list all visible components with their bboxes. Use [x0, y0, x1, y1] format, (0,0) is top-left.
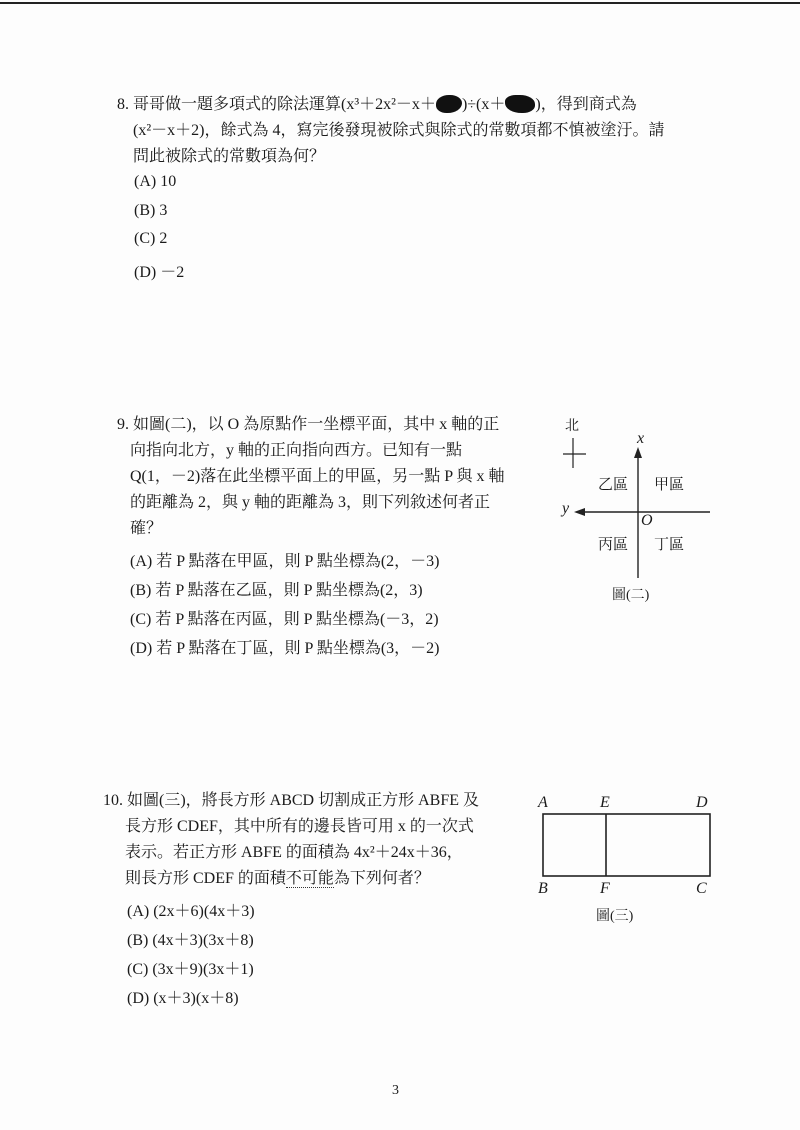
q10-line-4-part-2: 為下列何者？: [333, 870, 430, 887]
q9-line-1: 9. 如圖(二)，以 O 為原點作一坐標平面，其中 x 軸的正: [117, 416, 500, 433]
origin-label: O: [641, 512, 653, 529]
q8-option-a: (A) 10: [134, 173, 177, 190]
q8-option-d: (D) －2: [134, 264, 185, 281]
north-label: 北: [565, 419, 579, 434]
q8-line-1-part-1: 8. 哥哥做一題多項式的除法運算(x³＋2x²－x＋: [117, 96, 436, 113]
page-number: 3: [392, 1083, 399, 1098]
q9-option-d: (D) 若 P 點落在丁區，則 P 點坐標為(3，－2): [130, 640, 440, 657]
y-axis-label: y: [562, 500, 570, 517]
q10-emphasis-not-possible: 不可能: [285, 870, 334, 887]
q8-line-1-part-2: )÷(x＋: [461, 96, 506, 113]
vertex-c-label: C: [696, 880, 707, 897]
vertex-d-label: D: [696, 794, 708, 811]
x-axis-label: x: [637, 430, 645, 447]
vertex-f-label: F: [600, 880, 610, 897]
q10-line-2: 長方形 CDEF，其中所有的邊長皆可用 x 的一次式: [125, 818, 474, 835]
rectangle-abcd: [543, 814, 710, 876]
q10-option-d: (D) (x＋3)(x＋8): [127, 990, 239, 1007]
figure-3-caption: 圖(三): [596, 909, 634, 924]
q10-option-a: (A) (2x＋6)(4x＋3): [127, 903, 255, 920]
region-ding: 丁區: [654, 537, 685, 553]
q9-line-3: Q(1，－2)落在此坐標平面上的甲區，另一點 P 與 x 軸: [130, 468, 505, 485]
q9-line-4: 的距離為 2，與 y 軸的距離為 3，則下列敘述何者正: [130, 494, 491, 511]
q8-line-2: (x²－x＋2)，餘式為 4，寫完後發現被除式與除式的常數項都不慎被塗汙。請: [133, 122, 665, 139]
q9-option-c: (C) 若 P 點落在丙區，則 P 點坐標為(－3，2): [130, 611, 439, 628]
q10-line-3: 表示。若正方形 ABFE 的面積為 4x²＋24x＋36，: [125, 844, 463, 861]
region-jia: 甲區: [654, 477, 685, 493]
q10-line-4-part-1: 則長方形 CDEF 的面積: [125, 870, 286, 887]
q8-option-b: (B) 3: [134, 202, 168, 219]
q10-option-c: (C) (3x＋9)(3x＋1): [127, 961, 254, 978]
region-yi: 乙區: [598, 477, 629, 493]
vertex-a-label: A: [538, 794, 548, 811]
q9-line-5: 確？: [130, 520, 163, 537]
vertex-e-label: E: [600, 794, 610, 811]
figure-2-caption: 圖(二): [612, 588, 650, 603]
q10-option-b: (B) (4x＋3)(3x＋8): [127, 932, 254, 949]
q8-line-3: 問此被除式的常數項為何？: [133, 148, 326, 165]
q10-line-1: 10. 如圖(三)，將長方形 ABCD 切割成正方形 ABFE 及: [103, 792, 480, 809]
q8-line-1-part-3: )，得到商式為: [535, 96, 637, 113]
q9-option-a: (A) 若 P 點落在甲區，則 P 點坐標為(2，－3): [130, 553, 440, 570]
q9-line-2: 向指向北方，y 軸的正向指向西方。已知有一點: [130, 442, 463, 459]
q8-option-c: (C) 2: [134, 230, 168, 247]
region-bing: 丙區: [598, 537, 629, 553]
vertex-b-label: B: [538, 880, 548, 897]
q9-option-b: (B) 若 P 點落在乙區，則 P 點坐標為(2，3): [130, 582, 423, 599]
